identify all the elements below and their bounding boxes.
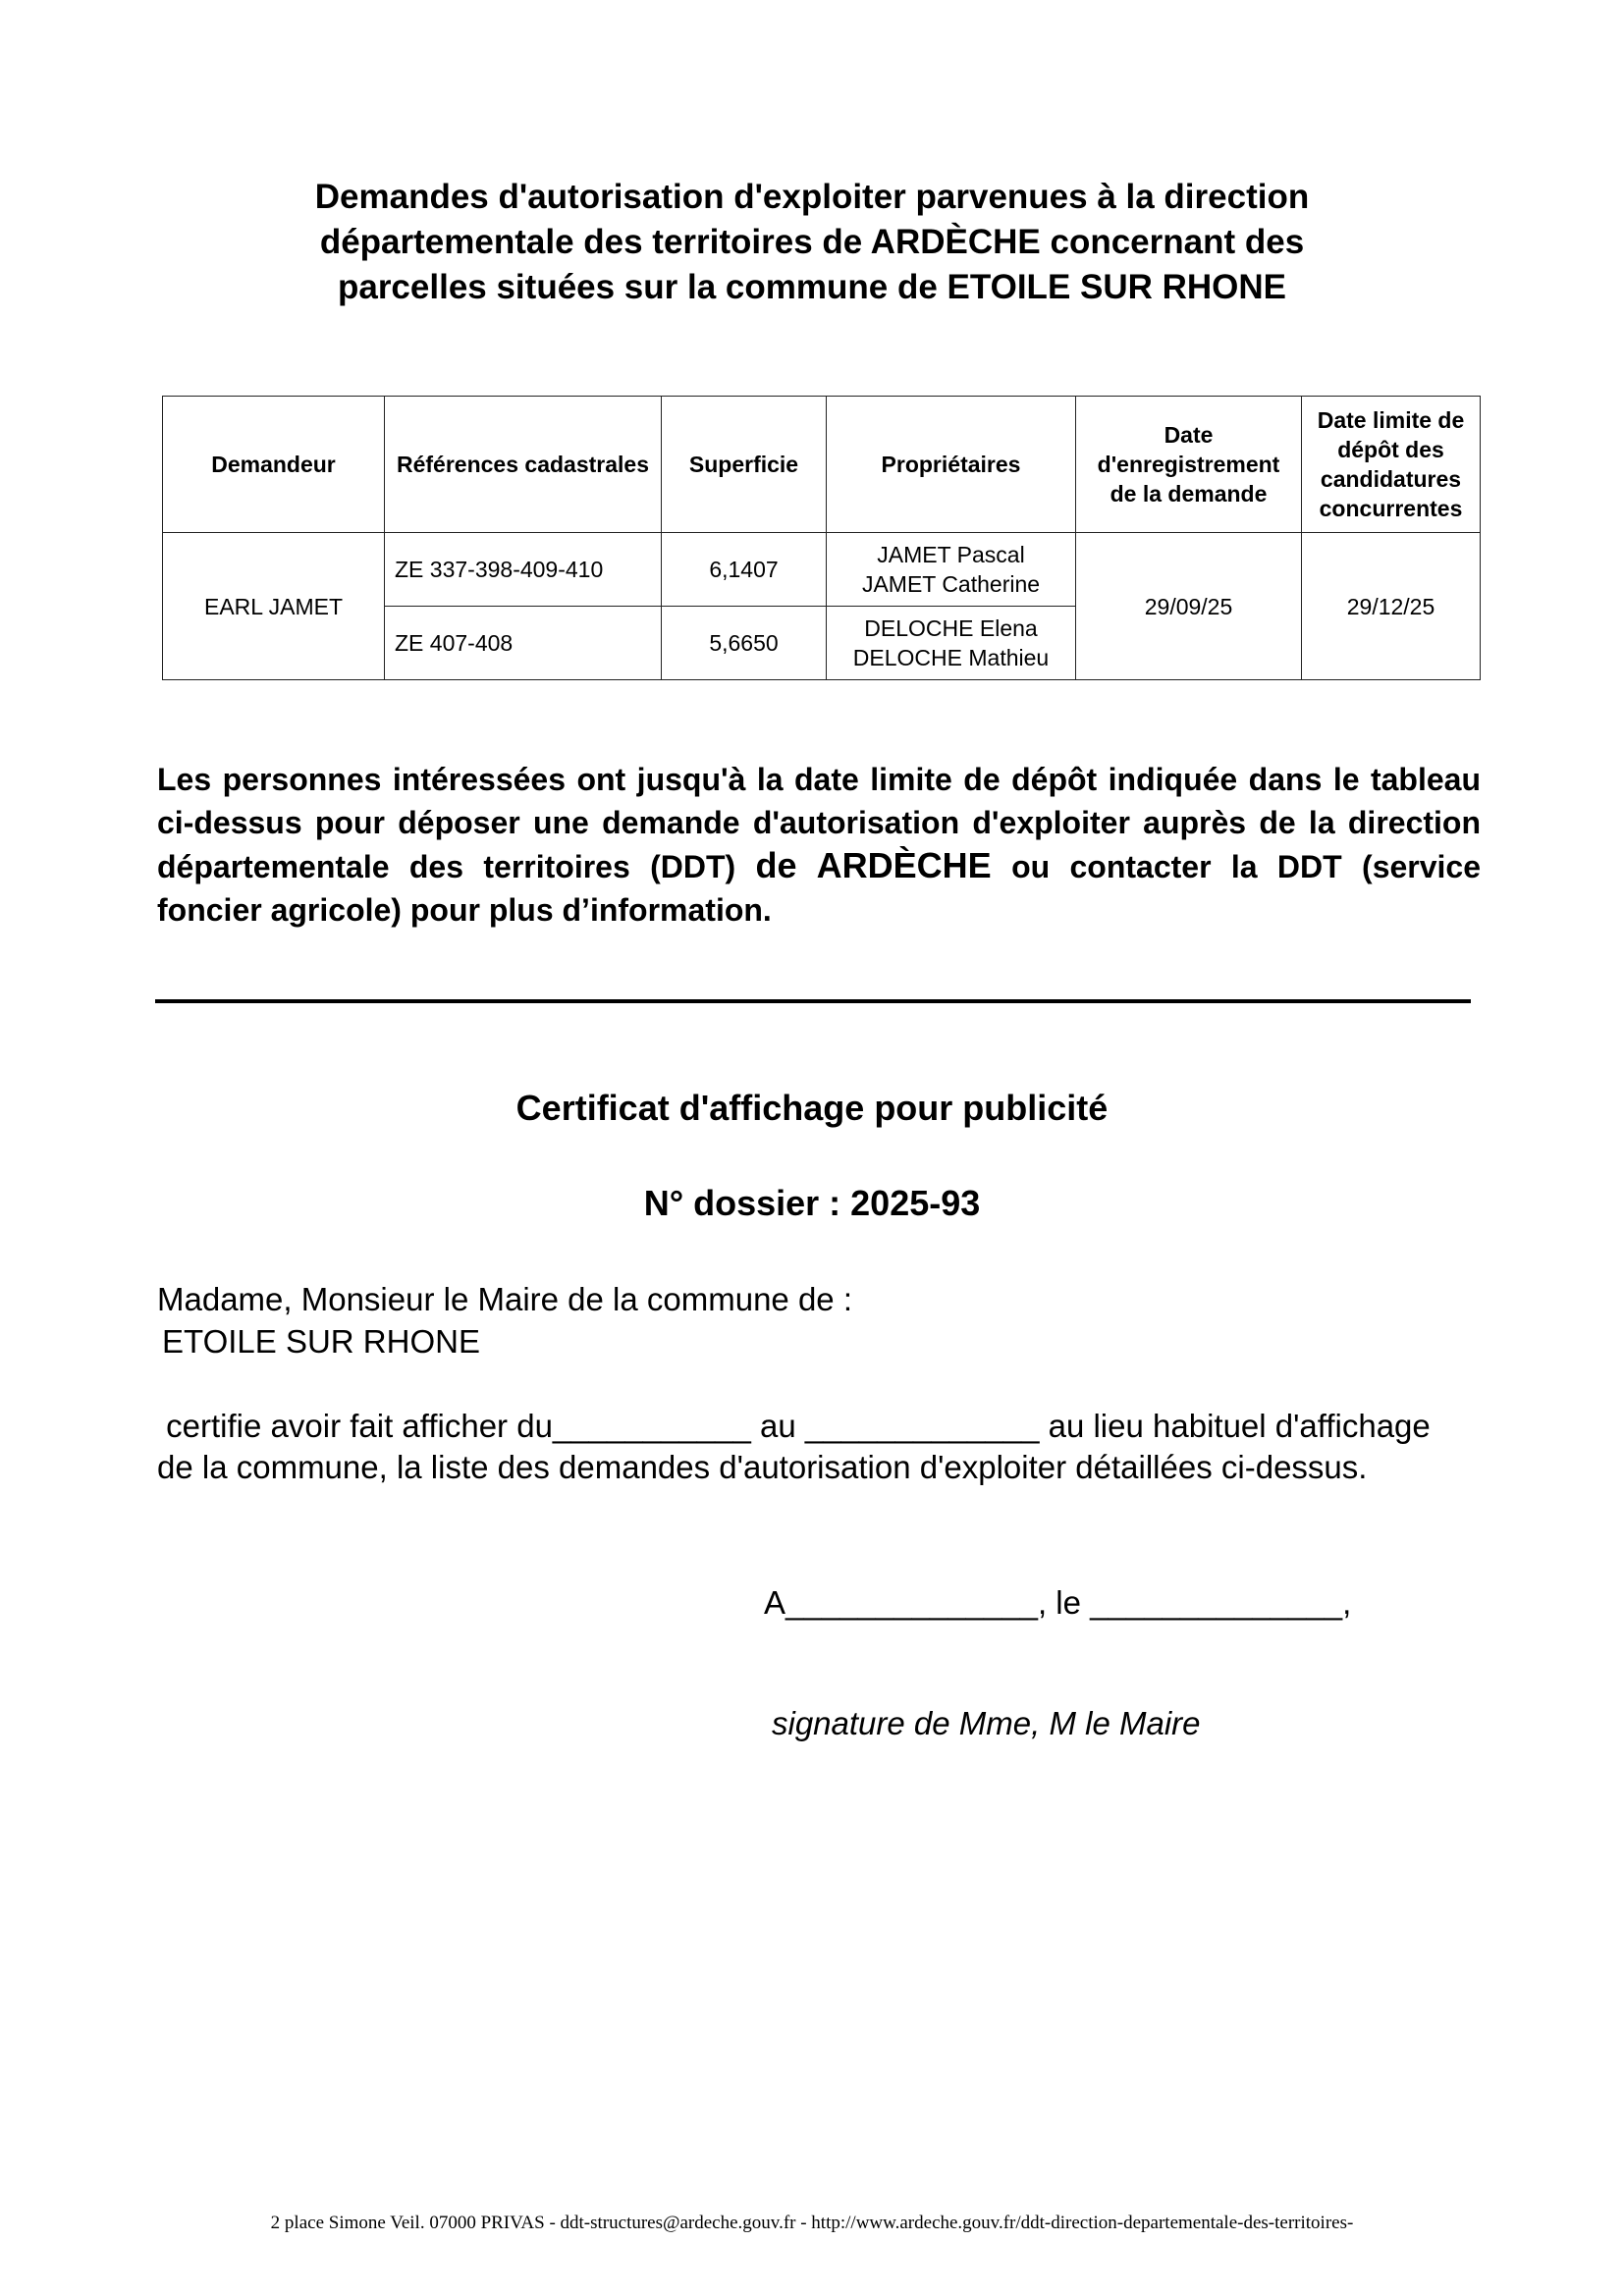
header-superficie: Superficie: [662, 397, 827, 533]
title-line-2: départementale des territoires de ARDÈCHE concernant des: [319, 223, 1305, 261]
cell-references: ZE 407-408: [385, 607, 662, 680]
notice-part-3: ou contacter la DDT (service foncier agricole) pour plus d’information.: [157, 849, 1482, 928]
header-demandeur: Demandeur: [163, 397, 385, 533]
cell-superficie: 6,1407: [662, 533, 827, 607]
cell-proprietaires: [827, 607, 1076, 680]
header-references: Références cadastrales: [385, 397, 662, 533]
header-proprietaires: Propriétaires: [827, 397, 1076, 533]
commune-name: ETOILE SUR RHONE: [162, 1323, 480, 1360]
cell-date-enregistrement: 29/09/25: [1076, 533, 1302, 680]
notice-paragraph: [157, 758, 1481, 932]
header-date-enregistrement: Date d'enregistrement de la demande: [1076, 397, 1302, 533]
dossier-number: N° dossier : 2025-93: [643, 1183, 981, 1223]
section-divider: [155, 999, 1471, 1003]
cell-proprietaires: [827, 533, 1076, 607]
table-row: [163, 533, 1481, 607]
requests-table: [162, 396, 1481, 680]
certificate-title: Certificat d'affichage pour publicité: [515, 1088, 1109, 1128]
document-title: [177, 175, 1447, 310]
title-line-3: parcelles situées sur la commune de ETOILE SUR RHONE: [337, 268, 1287, 306]
table-header-row: [163, 397, 1481, 533]
cell-demandeur: EARL JAMET: [163, 533, 385, 680]
cell-date-limite: 29/12/25: [1302, 533, 1481, 680]
certification-text: [157, 1406, 1434, 1488]
owner-name: DELOCHE Mathieu: [852, 645, 1050, 670]
owner-name: JAMET Catherine: [861, 571, 1041, 597]
header-date-limite: Date limite de dépôt des candidatures concurrentes: [1302, 397, 1481, 533]
mayor-address: Madame, Monsieur le Maire de la commune de :: [157, 1281, 852, 1317]
notice-part-1: Les personnes intéressées ont jusqu'à la date limite de dépôt indiquée dans le tableau ci-dessus pour déposer une demande d'autorisation d'exploiter auprès de la direction départementale des territoires (DDT): [157, 762, 1481, 884]
owner-name: DELOCHE Elena: [864, 615, 1038, 641]
certification-text-content: certifie avoir fait afficher du___________ au _____________ au lieu habituel d'affichage de la commune, la liste des demandes d'autorisation d'exploiter détaillées ci-dessus.: [157, 1408, 1431, 1485]
place-date-line: A______________, le ______________,: [764, 1584, 1352, 1621]
owner-name: JAMET Pascal: [877, 542, 1025, 567]
cell-references: ZE 337-398-409-410: [385, 533, 662, 607]
notice-department: de ARDÈCHE: [755, 845, 992, 885]
cell-superficie: 5,6650: [662, 607, 827, 680]
title-line-1: Demandes d'autorisation d'exploiter parvenues à la direction: [314, 178, 1310, 216]
mayor-signature-label: signature de Mme, M le Maire: [772, 1705, 1201, 1741]
page-footer: 2 place Simone Veil. 07000 PRIVAS - ddt-structures@ardeche.gouv.fr - http://www.ardeche.gouv.fr/ddt-direction-departementale-des-territoires-: [270, 2213, 1354, 2233]
